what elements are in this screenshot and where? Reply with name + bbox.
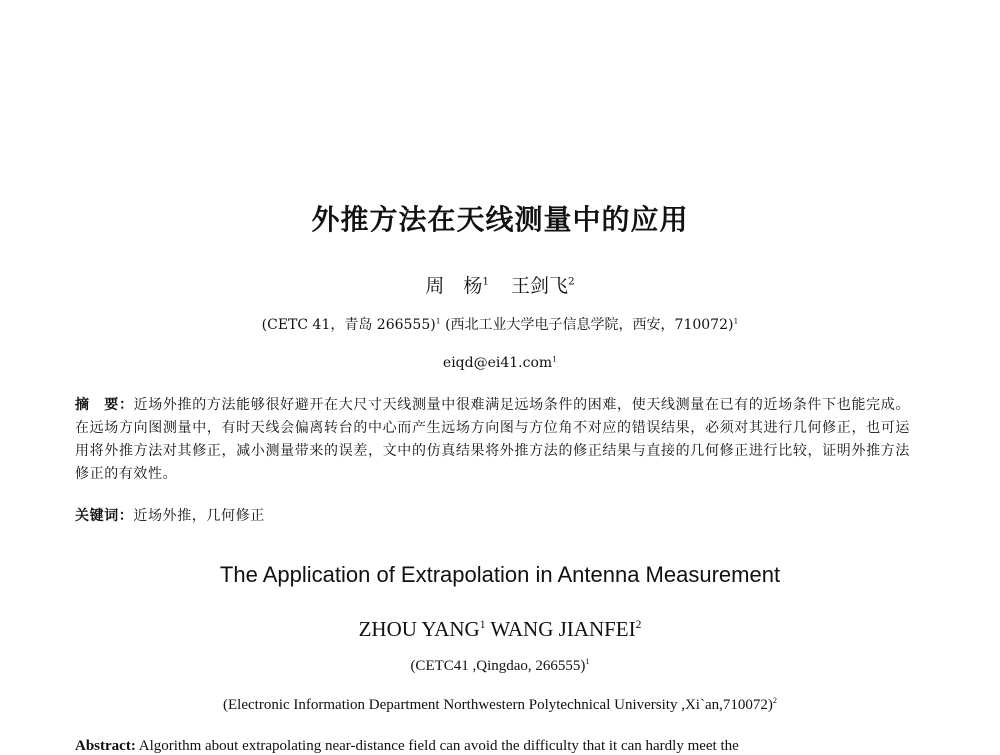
keywords-label: 关键词： [75,508,134,524]
english-abstract [75,738,910,755]
english-author1-superscript: 1 [479,619,486,631]
english-affiliation2-superscript: 2 [772,696,777,705]
abstract-label: 摘 要： [75,397,134,413]
chinese-authors [0,271,1000,298]
affiliation1: (CETC 41，青岛 266555) [261,317,436,333]
author1-name: 周 杨 [425,275,483,297]
english-abstract-text: Algorithm about extrapolating near-distance field can avoid the difficulty that it can hardly meet the [135,738,739,754]
english-author2-superscript: 2 [635,619,642,631]
email-superscript: 1 [552,354,558,364]
email-address: eiqd@ei41.com [442,355,553,371]
author1-superscript: 1 [482,275,489,288]
chinese-affiliations [0,314,1000,334]
chinese-keywords [75,505,265,525]
english-affiliation2 [0,697,1000,714]
chinese-abstract [75,394,910,486]
chinese-title: 外推方法在天线测量中的应用 [311,203,689,236]
english-abstract-label: Abstract: [75,738,136,754]
author-email [0,355,1000,371]
abstract-text: 近场外推的方法能够很好避开在大尺寸天线测量中很难满足远场条件的困难，使天线测量在已有的近场条件下也能完成。在远场方向图测量中，有时天线会偏离转台的中心而产生远场方向图与方位角不对应的错误结果，必须对其进行几何修正，也可运用将外推方法对其修正，减小测量带来的误差，文中的仿真结果将外推方法的修正结果与直接的几何修正进行比较，证明外推方法修正的有效性。 [75,397,911,482]
english-affiliation2-text: (Electronic Information Department Northwestern Polytechnical University ,Xi`an,710072) [223,697,773,713]
keywords-text: 近场外推，几何修正 [133,508,265,524]
english-title: The Application of Extrapolation in Antenna Measurement [219,562,781,587]
english-authors [0,617,1000,642]
affiliation2: (西北工业大学电子信息学院，西安，710072) [440,317,734,333]
english-affiliation1-text: (CETC41 ,Qingdao, 266555) [410,658,586,674]
author2-name: 王剑飞 [511,275,569,297]
english-affiliation1 [0,658,1000,675]
affiliation1-superscript: 1 [435,316,441,326]
affiliation2-superscript: 1 [733,316,739,326]
english-affiliation1-superscript: 1 [585,657,590,666]
english-author1: ZHOU YANG [358,617,480,641]
english-author2: WANG JIANFEI [485,617,636,641]
author2-superscript: 2 [568,275,575,288]
